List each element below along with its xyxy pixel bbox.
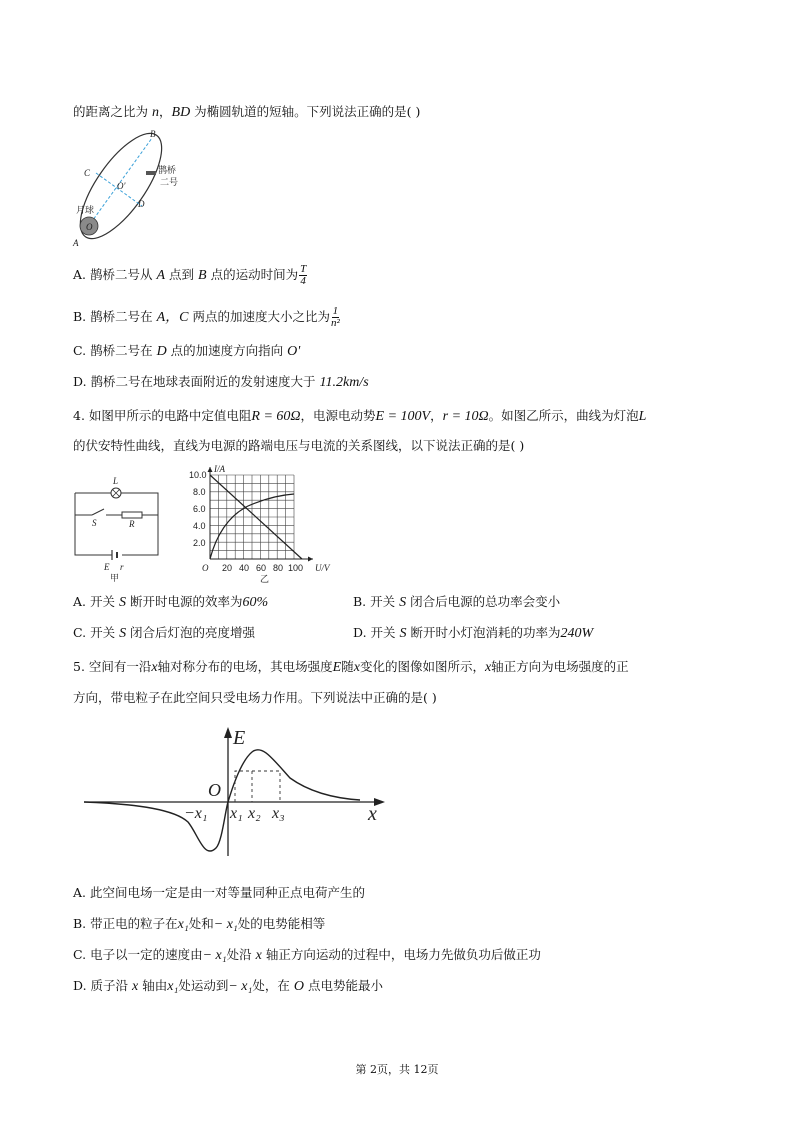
q4-option-d: D. 开关 S 断开时小灯泡消耗的功率为240W xyxy=(353,625,594,641)
q5-option-b: B. 带正电的粒子在x₁处和− x₁处的电势能相等 xyxy=(73,916,326,932)
q4-option-a: A. 开关 S 断开时电源的效率为60% xyxy=(73,594,269,610)
circuit-label-L: L xyxy=(113,476,119,486)
circuit-label-E: E xyxy=(104,562,110,572)
e-field-curve xyxy=(84,750,360,851)
label-O-prime: O' xyxy=(117,181,126,191)
label-moon: 月球 xyxy=(76,205,95,215)
ex-ylabel: E xyxy=(233,727,246,749)
q5-stem-line2: 方向，带电粒子在此空间只受电场力作用。下列说法中正确的是( ) xyxy=(73,690,437,705)
label-C: C xyxy=(84,168,91,178)
iv-ytick: 2.0 xyxy=(193,538,206,548)
q5-option-c: C. 电子以一定的速度由− x₁处沿 x 轴正方向运动的过程中，电场力先做负功后做正功 xyxy=(73,947,541,963)
iv-xtick: 40 xyxy=(239,563,250,573)
q3-option-b: B. 鹊桥二号在 A，C 两点的加速度大小之比为 $\frac{1}{\text{n²}}$ xyxy=(73,305,340,329)
iv-xlabel: U/V xyxy=(315,563,330,573)
ex-xlabel: x xyxy=(368,803,377,825)
iv-xtick: 80 xyxy=(273,563,284,573)
circuit-label-S: S xyxy=(92,518,97,528)
relay-satellite-icon xyxy=(146,171,156,175)
circuit-diagram xyxy=(70,475,170,585)
q3-option-a: A. 鹊桥二号从 A 点到 B 点的运动时间为 $\frac{T}{4}$ xyxy=(73,263,307,287)
circuit-caption: 甲 xyxy=(110,573,120,583)
label-relay-2: 二号 xyxy=(160,177,179,187)
label-B: B xyxy=(150,129,156,139)
label-D: D xyxy=(138,199,145,209)
q4-stem-line1: 4. 如图甲所示的电路中定值电阻R = 60Ω，电源电动势E = 100V，r = 10Ω。如图乙所示，曲线为灯泡L xyxy=(73,408,647,424)
iv-xtick: 20 xyxy=(222,563,233,573)
label-relay-1: 鹊桥 xyxy=(158,165,177,175)
switch-icon xyxy=(92,509,104,515)
e-field-graph xyxy=(80,722,390,862)
page-footer: 第 2页，共 12页 xyxy=(355,1063,439,1076)
q3-stem-tail: 的距离之比为 n，BD 为椭圆轨道的短轴。下列说法正确的是( ) xyxy=(73,104,421,120)
iv-ylabel: I/A xyxy=(214,464,225,474)
iv-ytick: 8.0 xyxy=(193,487,206,497)
q4-option-c: C. 开关 S 闭合后灯泡的亮度增强 xyxy=(73,625,256,641)
iv-caption: 乙 xyxy=(260,574,270,584)
iv-xtick: 60 xyxy=(256,563,267,573)
orbit-diagram xyxy=(68,128,188,248)
ex-tick-x3: x₃ xyxy=(272,805,285,822)
iv-xtick: 100 xyxy=(288,563,304,573)
ex-origin: O xyxy=(208,780,221,800)
q3-option-c: C. 鹊桥二号在 D 点的加速度方向指向 O' xyxy=(73,343,301,359)
iv-ytick: 4.0 xyxy=(193,521,206,531)
ex-tick-neg-x1: −x₁ xyxy=(184,805,208,822)
iv-grid xyxy=(210,475,294,559)
resistor-icon xyxy=(122,512,142,518)
q3-option-d: D. 鹊桥二号在地球表面附近的发射速度大于 11.2km/s xyxy=(73,374,369,390)
label-O: O xyxy=(86,222,93,232)
dashed-x3 xyxy=(252,771,280,802)
circuit-label-R: R xyxy=(129,519,135,529)
label-A: A xyxy=(73,238,79,248)
q4-stem-line2: 的伏安特性曲线，直线为电源的路端电压与电流的关系图线，以下说法正确的是( ) xyxy=(73,438,525,453)
q5-option-a: A. 此空间电场一定是由一对等量同种正点电荷产生的 xyxy=(73,885,365,900)
iv-ytick: 6.0 xyxy=(193,504,206,514)
q4-option-b: B. 开关 S 闭合后电源的总功率会变小 xyxy=(353,594,561,610)
ex-tick-x2: x₂ xyxy=(248,805,261,822)
iv-ytick: 10.0 xyxy=(189,470,207,480)
q5-stem-line1: 5. 空间有一沿x轴对称分布的电场，其电场强度E随x变化的图像如图所示，x轴正方向为电场强度的正 xyxy=(73,659,629,675)
q5-option-d: D. 质子沿 x 轴由x₁处运动到− x₁处，在 O 点电势能最小 xyxy=(73,978,383,994)
iv-graph xyxy=(188,464,348,584)
iv-origin: O xyxy=(202,563,209,573)
circuit-label-r: r xyxy=(120,562,124,572)
ex-tick-x1: x₁ xyxy=(230,805,243,822)
